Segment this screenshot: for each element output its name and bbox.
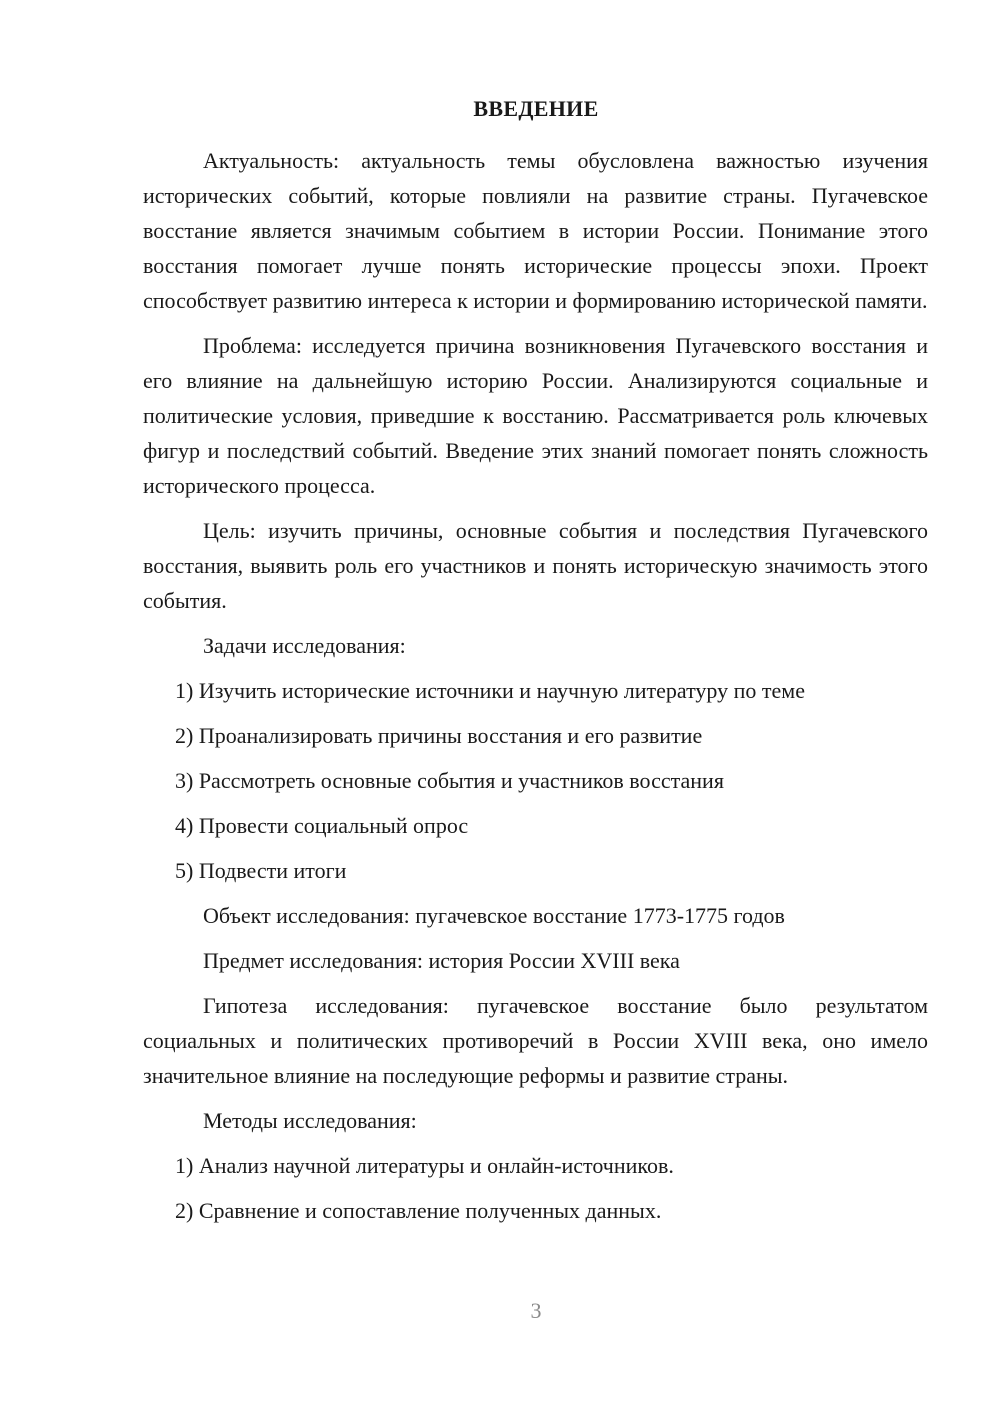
list-item: 3) Рассмотреть основные события и участников восстания — [175, 768, 724, 793]
hypothesis-paragraph: Гипотеза исследования: пугачевское восстание было результатом социальных и политических противоречий в России XVIII века, оно имело значительное влияние на последующие реформы и развитие страны. — [143, 993, 928, 1088]
goal-paragraph: Цель: изучить причины, основные события и последствия Пугачевского восстания, выявить роль его участников и понять историческую значимость этого события. — [143, 518, 928, 613]
list-item: 2) Сравнение и сопоставление полученных данных. — [175, 1198, 662, 1223]
tasks-list — [143, 673, 928, 888]
document-body — [143, 143, 928, 1238]
list-item: 4) Провести социальный опрос — [175, 813, 469, 838]
list-item: 1) Изучить исторические источники и научную литературу по теме — [175, 678, 805, 703]
problem-paragraph: Проблема: исследуется причина возникновения Пугачевского восстания и его влияние на дальнейшую историю России. Анализируются социальные и политические условия, приведшие к восстанию. Рассматривается роль ключевых фигур и последствий событий. Введение этих знаний помогает понять сложность исторического процесса. — [143, 333, 928, 498]
list-item: 1) Анализ научной литературы и онлайн-источников. — [175, 1153, 674, 1178]
tasks-heading: Задачи исследования: — [203, 633, 406, 658]
list-item: 5) Подвести итоги — [175, 858, 347, 883]
methods-list — [143, 1148, 928, 1228]
object-line: Объект исследования: пугачевское восстание 1773-1775 годов — [203, 903, 785, 928]
methods-heading: Методы исследования: — [203, 1108, 417, 1133]
page-title: ВВЕДЕНИЕ — [473, 96, 599, 121]
relevance-paragraph: Актуальность: актуальность темы обусловлена важностью изучения исторических событий, которые повлияли на развитие страны. Пугачевское восстание является значимым событием в истории России. Понимание этого восстания помогает лучше понять исторические процессы эпохи. Проект способствует развитию интереса к истории и формированию исторической памяти. — [143, 148, 928, 313]
subject-line: Предмет исследования: история России XVIII века — [203, 948, 680, 973]
list-item: 2) Проанализировать причины восстания и его развитие — [175, 723, 703, 748]
page-number: 3 — [530, 1298, 542, 1323]
